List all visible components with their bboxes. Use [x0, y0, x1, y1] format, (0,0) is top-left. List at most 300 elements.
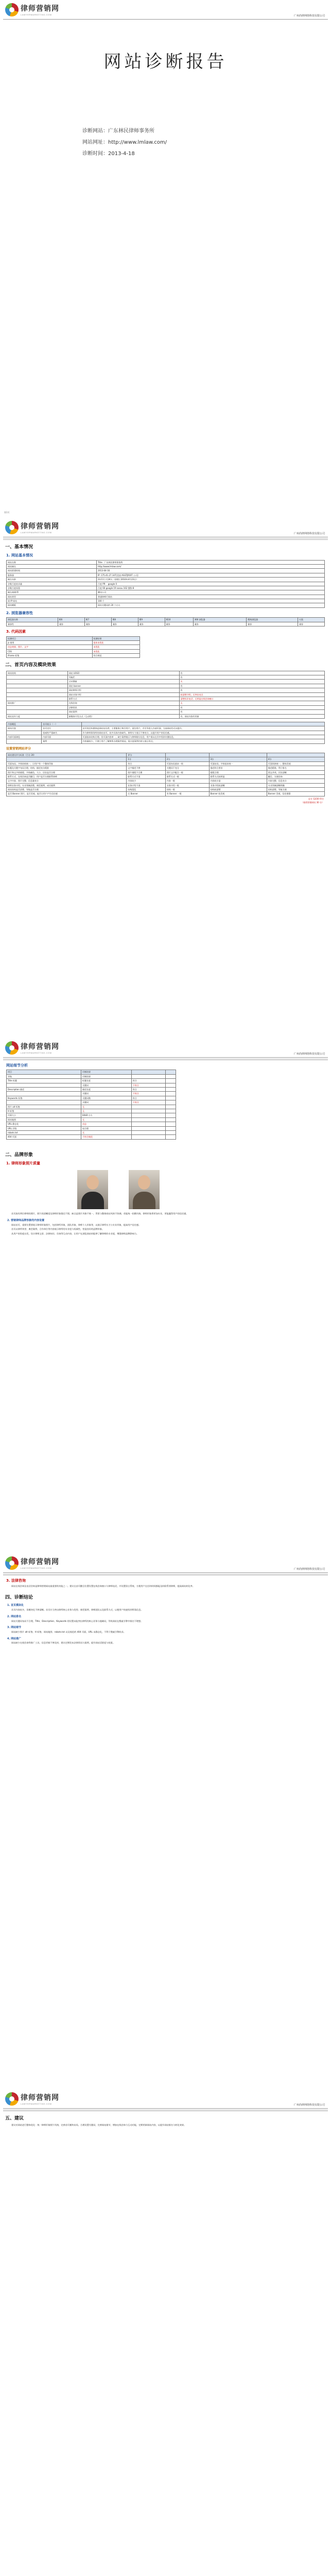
table-cell: 首页展示（一）: [42, 722, 82, 726]
table-cell: [131, 1126, 166, 1130]
table-cell: [7, 705, 68, 709]
table-cell: 页面布局基本一致: [165, 761, 209, 766]
table-cell: 网站内容: [7, 726, 42, 731]
table-cell: 结构清楚、导航方便: [267, 788, 324, 792]
table-row: [7, 640, 140, 645]
table-cell: [166, 1105, 176, 1109]
table-cell: [166, 1109, 176, 1113]
table-cell: 百度 60 google 19 sosou 162 搜狗 8: [96, 586, 324, 590]
cover-info: [82, 126, 331, 160]
table-cell: 权威性严重缺失: [42, 731, 82, 735]
table-cell: 导航: [7, 1074, 81, 1078]
table-row: [7, 1130, 176, 1134]
table-header-cell: IE8: [111, 618, 138, 622]
table-cell: Keywords 标签: [7, 1096, 81, 1100]
table-cell: 域名年龄: [7, 578, 97, 582]
table-cell: 有: [179, 710, 324, 714]
section-title: 四、诊断结论: [5, 1595, 33, 1601]
table-row: [7, 1096, 176, 1100]
table-cell: 关键词: [81, 1083, 132, 1087]
table-cell: 网站 LOGO: [67, 671, 179, 675]
table-cell: 未优化: [92, 649, 140, 653]
table-cell: http://www.lmlaw.com/: [96, 564, 324, 568]
table-cell: 页面基本结构合理、但页面内容单一、缺少案例展示与律师细分信息，用户难以在其中找到关键信息。: [81, 735, 324, 739]
table-row: [7, 1070, 176, 1074]
brand-point: 从用户的角度出发，设计律师文章、法律知识、咨询等互动内容，让用户在浏览网站时能够了解律师的专业度，增强律师品牌影响力。: [11, 1232, 139, 1235]
table-cell: 图片文字配合一般: [165, 770, 209, 774]
brand-name: 律师营销网: [21, 1557, 59, 1566]
table-cell: 2013-04-16: [96, 569, 324, 573]
table-row: [7, 722, 325, 726]
url-value: http://www.lmlaw.com/: [108, 139, 167, 145]
consult-paragraph: 网站在线咨询及电话咨询是律师营销网站最重要的功能之一。建议在首页醒目位置设置在线咨询窗口与律师电话，并设置留言系统，方便用户在任何时间都能及时联系到律师，提高网站转化率。: [11, 1585, 195, 1588]
table-cell: [166, 1117, 176, 1122]
table-cell: 网站宣传力度: [7, 714, 68, 718]
table-cell: [166, 1092, 176, 1096]
company-name: 广州尚律网络科技有限公司: [293, 14, 325, 18]
table-cell: 未优化: [92, 645, 140, 649]
table-header-cell: IE9: [138, 618, 165, 622]
table-cell: 关键词数: [81, 1096, 132, 1100]
table-cell: 2年11个月24天（创建于2010年4月23日）: [96, 578, 324, 582]
table-header-cell: IE10: [165, 618, 193, 622]
table-cell: [166, 1113, 176, 1117]
section-title: 一、基本情况: [5, 545, 33, 550]
table-row: [7, 783, 325, 787]
table-cell: 兼容: [111, 622, 138, 626]
table-cell: 是否 Banner 图片、是否美观、能否让用户产生信任感: [7, 792, 127, 796]
brand-name: 律师营销网: [21, 521, 59, 530]
table-cell: 兼容: [298, 622, 325, 626]
table-header-cell: [209, 753, 267, 757]
table-cell: 联系方式、在线咨询是否醒目、用户是否方便联系律师: [7, 774, 127, 778]
table-row: [7, 1122, 176, 1126]
table-cell: [166, 1070, 176, 1074]
table-row: [7, 739, 325, 743]
table-row: [7, 1109, 176, 1113]
table-row: [7, 649, 140, 653]
table-cell: [7, 710, 68, 714]
table-cell: 图片和文字的排版、字体颜色、大小、层次是否合理: [7, 770, 127, 774]
table-cell: 网站地图: [7, 1117, 81, 1122]
table-cell: 页面布局、字体基本统一: [209, 761, 267, 766]
table-cell: 无: [81, 1105, 132, 1109]
table-header-cell: 评分: [127, 753, 166, 757]
table-row: [7, 675, 325, 680]
table-cell: 较合理: [81, 1126, 132, 1130]
table-cell: 关键词: [81, 1100, 132, 1105]
brand-tagline: LAWYERMARKETING.COM: [21, 13, 52, 16]
conclusion-text: 网站关键词布局不合理，Title、Description、Keywords 的设置未能突出律所的核心业务与地域词，导致网站在搜索引擎中排名不理想。: [11, 1619, 143, 1622]
table-header-cell: 360 浏览器: [193, 618, 246, 622]
table-cell: 结构混乱: [127, 788, 166, 792]
table-cell: 诊断结果: [81, 1074, 132, 1078]
table-cell: 谷歌百度收录量: [7, 582, 97, 586]
section-title: 二、首页内容及模块效果: [5, 663, 57, 668]
table-cell: 网站关键词约 20 个左右: [96, 603, 324, 607]
table-cell: 网站搭建时间: [7, 569, 97, 573]
detail-table: [6, 1070, 176, 1139]
table-row: [7, 582, 325, 586]
report-title: 网站诊断报告: [103, 52, 228, 72]
table-cell: 法律资讯: [67, 705, 179, 709]
lawyer-photo: [77, 1170, 108, 1209]
table-row: [7, 705, 325, 709]
table-cell: CSS: [7, 649, 93, 653]
table-cell: 标题及关键字布局合理、结构、描述充分精准: [7, 766, 127, 770]
conclusion-list: [0, 1604, 331, 1645]
logo-icon: [5, 2092, 19, 2106]
page-header: [3, 1038, 328, 1058]
table-cell: [166, 1096, 176, 1100]
table-cell: [131, 1117, 166, 1122]
table-header-cell: [165, 753, 209, 757]
table-row: [7, 1113, 176, 1117]
table-cell: 符合: [131, 1079, 166, 1083]
table-cell: 84kB 左右: [81, 1113, 132, 1117]
brand-tagline: LAWYERMARKETING.COM: [21, 531, 52, 534]
content-table: [6, 722, 325, 744]
logo-icon: [5, 521, 19, 534]
conclusion-text: 首页内容较多，但模块化不够清晰。首页应当突出律所核心业务与优势、典型案例、律师团队以及联系方式，以便用户快速找到所需信息。: [11, 1608, 143, 1612]
table-cell: 兼容: [247, 622, 298, 626]
conclusion-heading: 1. 首页模块化: [7, 1604, 24, 1607]
table-cell: Banner 较美观: [209, 792, 267, 796]
table-row: [7, 586, 325, 590]
table-row: [7, 654, 140, 658]
table-cell: 诊断结果: [81, 1070, 132, 1074]
table-cell: 无: [81, 1117, 132, 1122]
table-cell: [7, 1092, 81, 1096]
table-row: [7, 726, 325, 731]
table-cell: 内容较丰富: [209, 779, 267, 783]
table-cell: 关键词: [81, 1092, 132, 1096]
table-cell: 无 Banner: [127, 792, 166, 796]
logo-icon: [5, 1556, 19, 1570]
table-cell: 不符合: [131, 1083, 166, 1087]
brand-logo: [5, 1556, 59, 1570]
table-row: [7, 599, 325, 603]
table-row: [7, 578, 325, 582]
table-cell: 案例: [42, 739, 82, 743]
table-cell: 内容概览: [7, 722, 42, 726]
table-header-cell: 搜狗浏览器: [247, 618, 298, 622]
table-cell: 描述精准、利于排名: [267, 766, 324, 770]
table-cell: 图片 alt 标签: [7, 1105, 81, 1109]
table-cell: 联系方式较明显: [209, 774, 267, 778]
table-cell: [81, 722, 324, 726]
section-title: 五、建议: [5, 2116, 24, 2121]
table-cell: 兼容: [84, 622, 111, 626]
table-cell: Banner 美观、信任感强: [267, 792, 324, 796]
table-cell: [7, 692, 68, 697]
module-table: [6, 671, 325, 719]
table-cell: 有: [179, 671, 324, 675]
table-cell: 首页的目标群体是网站访问者、主要服务于吸引用户、留住用户、并引导进入内部页面，当前网站仍可以提升。: [81, 726, 324, 731]
table-cell: URL 静态化: [7, 1122, 81, 1126]
table-row: [7, 573, 325, 577]
table-cell: 作为律师事务所的网站首页、较多具体内容缺失、律所实力展示不够充分，以提升用户的信任感。: [81, 731, 324, 735]
brand-logo: [5, 1041, 59, 1055]
table-cell: 网站推广: [7, 701, 68, 705]
target-label: 诊断网站：: [82, 128, 108, 134]
table-row: [7, 714, 325, 718]
table-cell: 联系方式: [67, 697, 179, 701]
table-cell: 描述长度: [81, 1088, 132, 1092]
subsection-title: 3. 法律咨询: [6, 1579, 26, 1583]
table-cell: [7, 1083, 81, 1087]
table-cell: [166, 1079, 176, 1083]
table-cell: 动态: [81, 1122, 132, 1126]
table-cell: 关键词不充分: [165, 766, 209, 770]
table-cell: 网站 banner: [67, 684, 179, 688]
subsection-title: 3. 代码因素: [6, 630, 26, 634]
page-header: [3, 2089, 328, 2109]
table-cell: 谷歌百度权重: [7, 586, 97, 590]
table-cell: [7, 739, 42, 743]
table-cell: 有: [179, 688, 324, 692]
table-cell: [166, 1083, 176, 1087]
date-value: 2013-4-18: [108, 150, 135, 157]
table-row: [7, 735, 325, 739]
table-cell: 文字内容、图片完整、信息量充分: [7, 779, 127, 783]
table-cell: 基本未优化: [92, 640, 140, 645]
table-row: [7, 710, 325, 714]
table-cell: 兼容: [165, 622, 193, 626]
table-cell: [166, 1074, 176, 1078]
table-cell: 网站类型: [7, 595, 97, 599]
brand-logo: [5, 2092, 59, 2106]
table-header-cell: 2分: [165, 757, 209, 761]
table-cell: 检测项目: [7, 636, 93, 640]
page-header: [3, 518, 328, 537]
lawyer-photo: [129, 1170, 160, 1209]
table-cell: 网站结构: [7, 671, 68, 675]
table-cell: 首页定位: [42, 726, 82, 731]
table-cell: 网 IP 网站: [7, 599, 97, 603]
cover-page: [0, 0, 331, 518]
table-cell: 不符合: [131, 1092, 166, 1096]
table-cell: 标题长度: [81, 1079, 132, 1083]
table-cell: 清楚标识电话，无明显在线咨询窗口: [179, 697, 324, 701]
table-cell: 页面大小: [7, 1113, 81, 1117]
brand-name: 律师营销网: [21, 2093, 59, 2102]
table-cell: 兼容: [193, 622, 246, 626]
conclusion-heading: 2. 网站排名: [7, 1615, 22, 1618]
table-cell: [7, 1100, 81, 1105]
brand-name: 律师营销网: [21, 1042, 59, 1050]
table-cell: 联系方式不清: [127, 774, 166, 778]
table-row: [7, 603, 325, 607]
table-row: [7, 636, 140, 640]
page-detail: [0, 1038, 331, 1553]
table-cell: 结构一般: [165, 788, 209, 792]
table-row: [7, 1105, 176, 1109]
table-cell: 域名商/联系: [7, 590, 97, 595]
section-title: 设置营销网站评分: [6, 747, 31, 751]
page-number: 第1页: [4, 511, 10, 514]
table-cell: 网站结构是否清楚、导航是否方便: [7, 788, 127, 792]
table-cell: 不符合规范: [81, 1135, 132, 1139]
table-row: [7, 590, 325, 595]
brand-tagline: LAWYERMARKETING.COM: [21, 2102, 52, 2105]
table-cell: 业务介绍不清: [127, 783, 166, 787]
table-cell: [166, 1126, 176, 1130]
score-table: [6, 753, 325, 796]
table-cell: 导航栏: [67, 675, 179, 680]
code-table: [6, 636, 140, 658]
table-cell: 专业领域清晰明确: [267, 783, 324, 787]
table-cell: [7, 688, 68, 692]
table-cell: 内容量较少，不便于用户了解律所办理案件情况、需丰富案例内容与展示形式。: [81, 739, 324, 743]
table-cell: 醒目、方便咨询: [267, 774, 324, 778]
table-cell: 排版合理: [209, 770, 267, 774]
table-cell: js 使用: [7, 640, 93, 645]
table-cell: 文字描述不够: [127, 766, 166, 770]
table-cell: 404 页面: [7, 1135, 81, 1139]
table-header-cell: 浏览器名称: [7, 618, 58, 622]
table-header-cell: 3分: [209, 757, 267, 761]
table-row: [7, 680, 325, 684]
table-row: [7, 761, 325, 766]
table-cell: [131, 1130, 166, 1134]
table-cell: 全站搜索: [67, 680, 179, 684]
table-cell: [131, 1109, 166, 1113]
brand-point: 网站首页、重要位置要展示律师形象照片，包括律所形象、团队形象、律师个人形象等，以展示律所实力与专业形象，提高用户信任感。: [11, 1223, 141, 1226]
table-row: [7, 731, 325, 735]
lawyer-photos: [77, 1170, 331, 1209]
table-cell: [7, 680, 68, 684]
subsection-title: 1. 网站基本情况: [6, 553, 33, 558]
table-row: [7, 770, 325, 774]
table-cell: [166, 1135, 176, 1139]
table-cell: [166, 1088, 176, 1092]
table-row: [7, 1088, 176, 1092]
page-header: [3, 1553, 328, 1573]
table-cell: H 标签: [7, 1109, 81, 1113]
target-value: 广东林民律师事务所: [108, 128, 154, 134]
subsection-title: 2. 营销律师品牌形象的内容设置: [7, 1218, 45, 1222]
page-basic-info: [0, 518, 331, 1038]
table-cell: 无: [81, 1109, 132, 1113]
table-cell: 在线咨询: [67, 701, 179, 705]
table-cell: 内部页面浏览: [7, 735, 42, 739]
table-cell: 兼容性: [7, 622, 58, 626]
table-cell: [131, 1074, 166, 1078]
subsection-title: 网站细节分析: [6, 1063, 28, 1067]
brand-tagline: LAWYERMARKETING.COM: [21, 1051, 52, 1054]
table-cell: 业务介绍一般: [165, 783, 209, 787]
url-label: 网站网址：: [82, 139, 108, 145]
table-cell: IP: 175.41.27.147[美国 ASGTJROIT 公司]: [96, 573, 324, 577]
table-row: [7, 569, 325, 573]
table-cell: 有 Banner 一般: [165, 792, 209, 796]
company-name: 广州尚律网络科技有限公司: [293, 2104, 325, 2107]
conclusion-heading: 4. 网站推广: [7, 1637, 22, 1640]
suggest-paragraph: 建议对网站进行整体优化：统一律师形象照片风格，完善首页模块布局，合理设置关键词，完善网站细节，增加在线咨询与互动功能，定期更新网站内容，以提升网站排名与转化效果。: [11, 2124, 186, 2127]
brand-point: 首页以律所荣誉、典型案例、合作单位等内容展示律所的专业度与权威性，营造良好的品牌形象。: [11, 1228, 104, 1231]
table-header-cell: 4分: [267, 757, 324, 761]
company-name: 广州尚律网络科技有限公司: [293, 532, 325, 536]
table-cell: 普通律师行网站: [96, 595, 324, 599]
table-cell: 页面风格统一、整体美观: [267, 761, 324, 766]
table-cell: 页面布局、字体结构统一、让用户有一个整体印象: [7, 761, 127, 766]
table-cell: 符合: [127, 761, 166, 766]
table-cell: 内容一般: [165, 779, 209, 783]
table-cell: 内部页面: [42, 735, 82, 739]
table-cell: 描述符合要求: [209, 766, 267, 770]
table-cell: [166, 1130, 176, 1134]
table-cell: 较清楚介绍，无突出亮点: [179, 692, 324, 697]
browser-table: [6, 617, 325, 626]
table-row: [7, 560, 325, 564]
table-cell: 网站模板: [7, 603, 97, 607]
basic-info-table: [6, 560, 325, 608]
table-cell: 网站域名: [7, 564, 97, 568]
table-row: [7, 1092, 176, 1096]
table-cell: 腾讯公司: [96, 590, 324, 595]
brand-logo: [5, 521, 59, 534]
brand-name: 律师营销网: [21, 4, 59, 12]
subsection-title: 1. 律师形象照片质量: [6, 1161, 40, 1165]
table-row: [7, 1083, 176, 1087]
table-cell: 检测结果: [92, 636, 140, 640]
conclusion-text: 网站缺少图片 alt 标签、H 标签、网站地图、robots.txt 以及规范的 404 页面，URL 未静态化，不利于搜索引擎收录。: [11, 1630, 126, 1633]
score-total: 总分 12/20 得分: [308, 797, 324, 800]
table-cell: 不符合: [131, 1100, 166, 1105]
table-cell: [131, 1122, 166, 1126]
page-header: [3, 0, 328, 20]
table-cell: 新媒体开发方式（互动性）: [67, 714, 179, 718]
table-cell: 图文并茂、层次清晰: [267, 770, 324, 774]
table-cell: 无: [81, 1130, 132, 1134]
subsection-title: 2. 浏览器兼容性: [6, 611, 33, 615]
table-row: [7, 1079, 176, 1083]
table-cell: 有，网站内容有更新: [179, 714, 324, 718]
table-header-cell: [7, 757, 127, 761]
table-cell: [7, 675, 68, 680]
table-row: [7, 564, 325, 568]
table-cell: 有: [179, 684, 324, 688]
table-cell: [131, 1113, 166, 1117]
table-cell: 符合: [131, 1088, 166, 1092]
table-row: [7, 701, 325, 705]
table-cell: 有: [179, 705, 324, 709]
table-cell: [166, 1100, 176, 1105]
photo-paragraph: 首页放有两位律师的照片，照片的清晰度及律师形象都还不错，缺点是照片风格不统一，背景与整体网站风格不协调。若能统一拍摄风格，律师形象将更加专业，更能赢得用户的信任感。: [11, 1212, 188, 1215]
table-row: [7, 645, 140, 649]
table-cell: URL 层级: [7, 1126, 81, 1130]
table-row: [7, 774, 325, 778]
section-title: 二、品牌形象: [5, 1152, 33, 1158]
date-label: 诊断时间：: [82, 150, 108, 157]
table-row: [7, 692, 325, 697]
table-cell: 联系方式一般: [165, 774, 209, 778]
conclusion-text: 网站缺少在线咨询等推广工具，信息更新不够及时，建议定期发布法律资讯与案例，提升网站活跃度与权重。: [11, 1641, 115, 1645]
table-cell: Title：广东林民律师事务所: [96, 560, 324, 564]
table-cell: 兼容: [58, 622, 84, 626]
table-cell: 100 个: [96, 599, 324, 603]
table-header-cell: 火狐: [298, 618, 325, 622]
table-row: [7, 1100, 176, 1105]
table-row: [7, 766, 325, 770]
table-cell: 结构较清楚: [209, 788, 267, 792]
table-cell: 服务器: [7, 573, 97, 577]
table-row: [7, 684, 325, 688]
table-row: [7, 688, 325, 692]
table-cell: 百度 PR： google 0: [96, 582, 324, 586]
table-cell: 网站业务介绍: [67, 692, 179, 697]
